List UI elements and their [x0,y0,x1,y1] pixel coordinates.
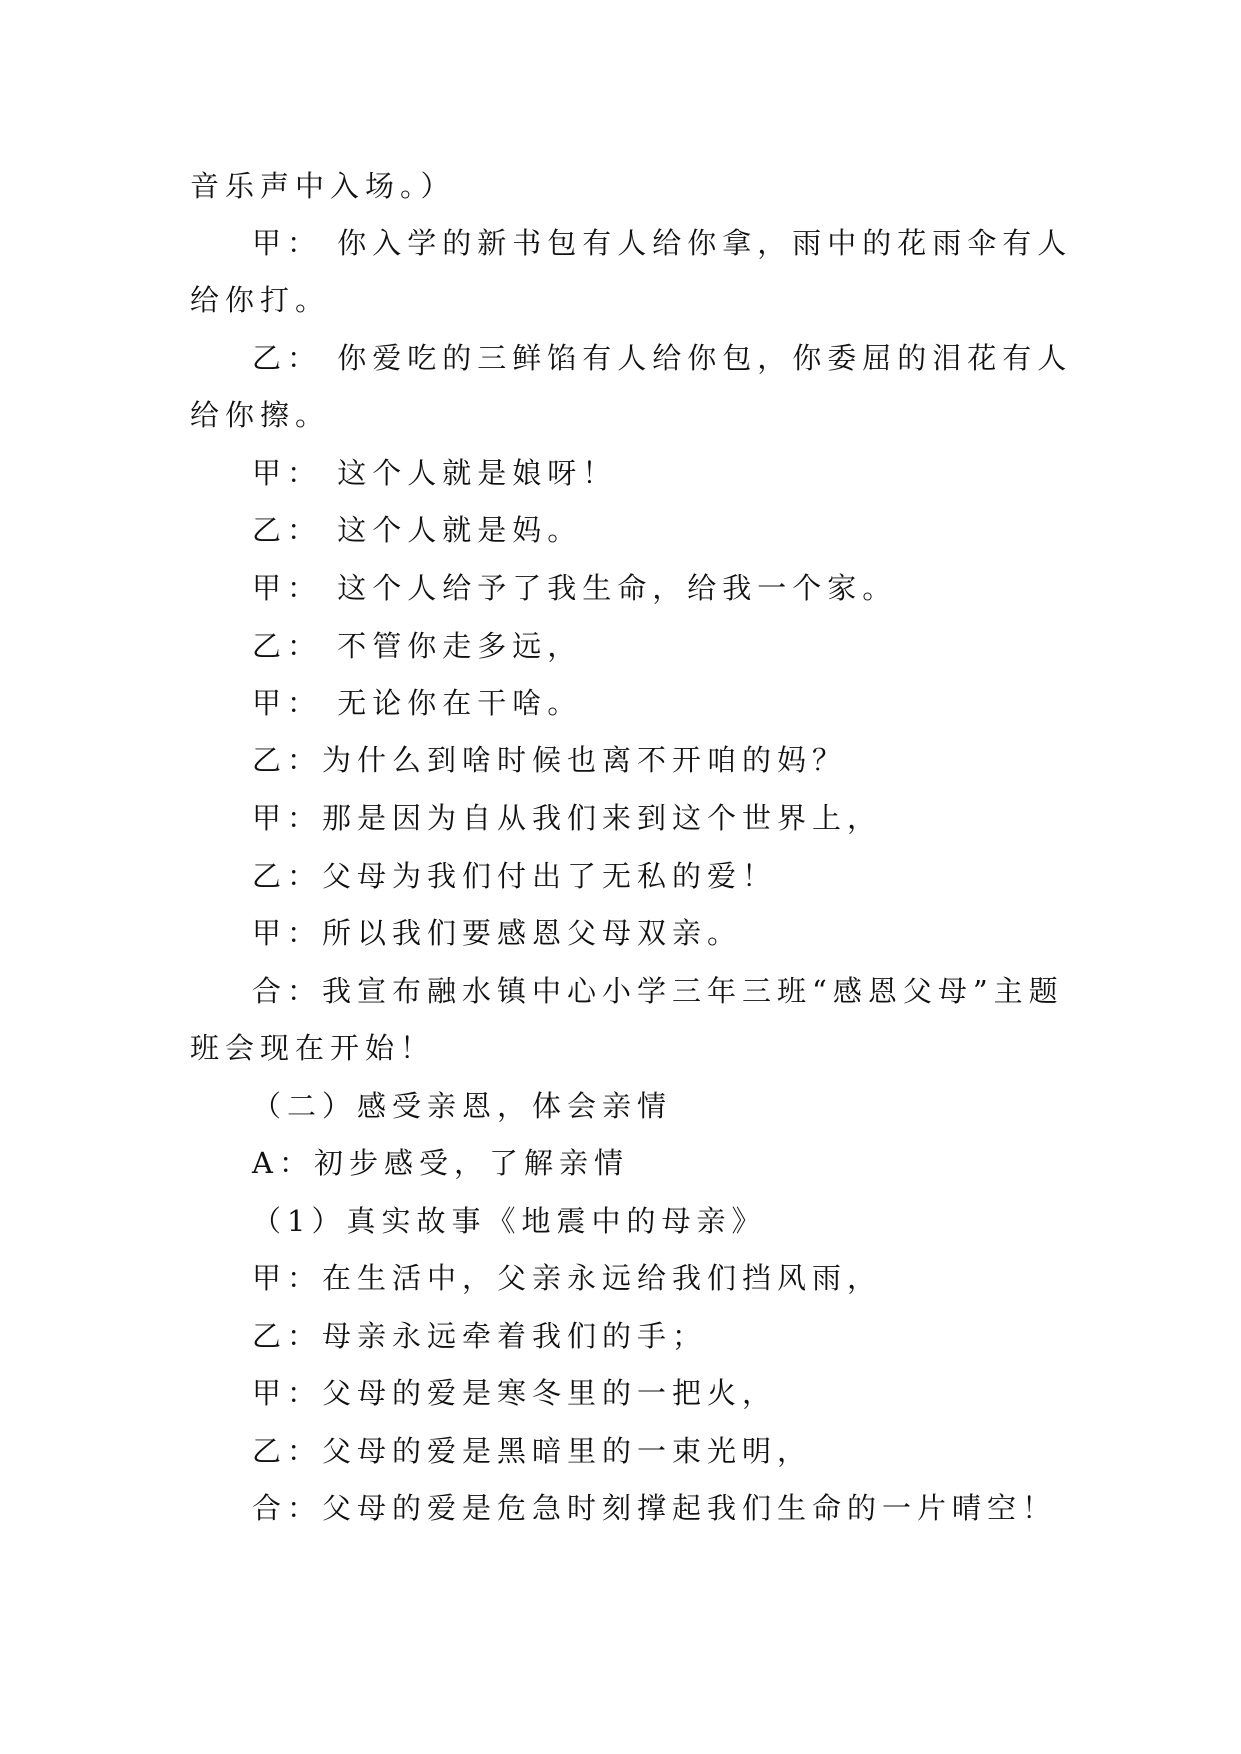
text-line: 甲：父母的爱是寒冬里的一把火， [252,1376,778,1410]
text-line: 乙： 这个人就是妈。 [252,513,583,547]
text-line: 给你打。 [190,283,331,317]
subsection-heading: （1）真实故事《地震中的母亲》 [252,1204,767,1238]
text-line: 甲： 你入学的新书包有人给你拿，雨中的花雨伞有人 [252,226,1073,260]
text-line: 甲： 无论你在干啥。 [252,686,583,720]
text-line: 班会现在开始！ [190,1031,436,1065]
text-line: 合：我宣布融水镇中心小学三年三班“感恩父母”主题 [252,974,1064,1008]
text-line: 甲： 这个人就是娘呀！ [252,456,618,490]
text-line: 音乐声中入场。） [190,169,456,203]
text-line: 乙： 你爱吃的三鲜馅有人给你包，你委屈的泪花有人 [252,341,1073,375]
text-line: 甲： 这个人给予了我生命，给我一个家。 [252,571,898,605]
text-line: 乙：母亲永远牵着我们的手； [252,1319,708,1353]
text-line: 给你擦。 [190,398,331,432]
text-line: 甲：所以我们要感恩父母双亲。 [252,916,743,950]
text-line: 乙： 不管你走多远， [252,629,583,663]
text-line: 甲：在生活中，父亲永远给我们挡风雨， [252,1261,883,1295]
text-line: 乙：父母为我们付出了无私的爱！ [252,859,778,893]
section-heading: （二）感受亲恩，体会亲情 [252,1089,673,1123]
text-line: 合：父母的爱是危急时刻撑起我们生命的一片晴空！ [252,1491,1058,1525]
text-line: 乙：父母的爱是黑暗里的一束光明， [252,1434,813,1468]
text-line: 甲：那是因为自从我们来到这个世界上， [252,801,883,835]
text-line: 乙：为什么到啥时候也离不开咱的妈？ [252,743,848,777]
subsection-heading: A：初步感受，了解亲情 [252,1146,629,1180]
